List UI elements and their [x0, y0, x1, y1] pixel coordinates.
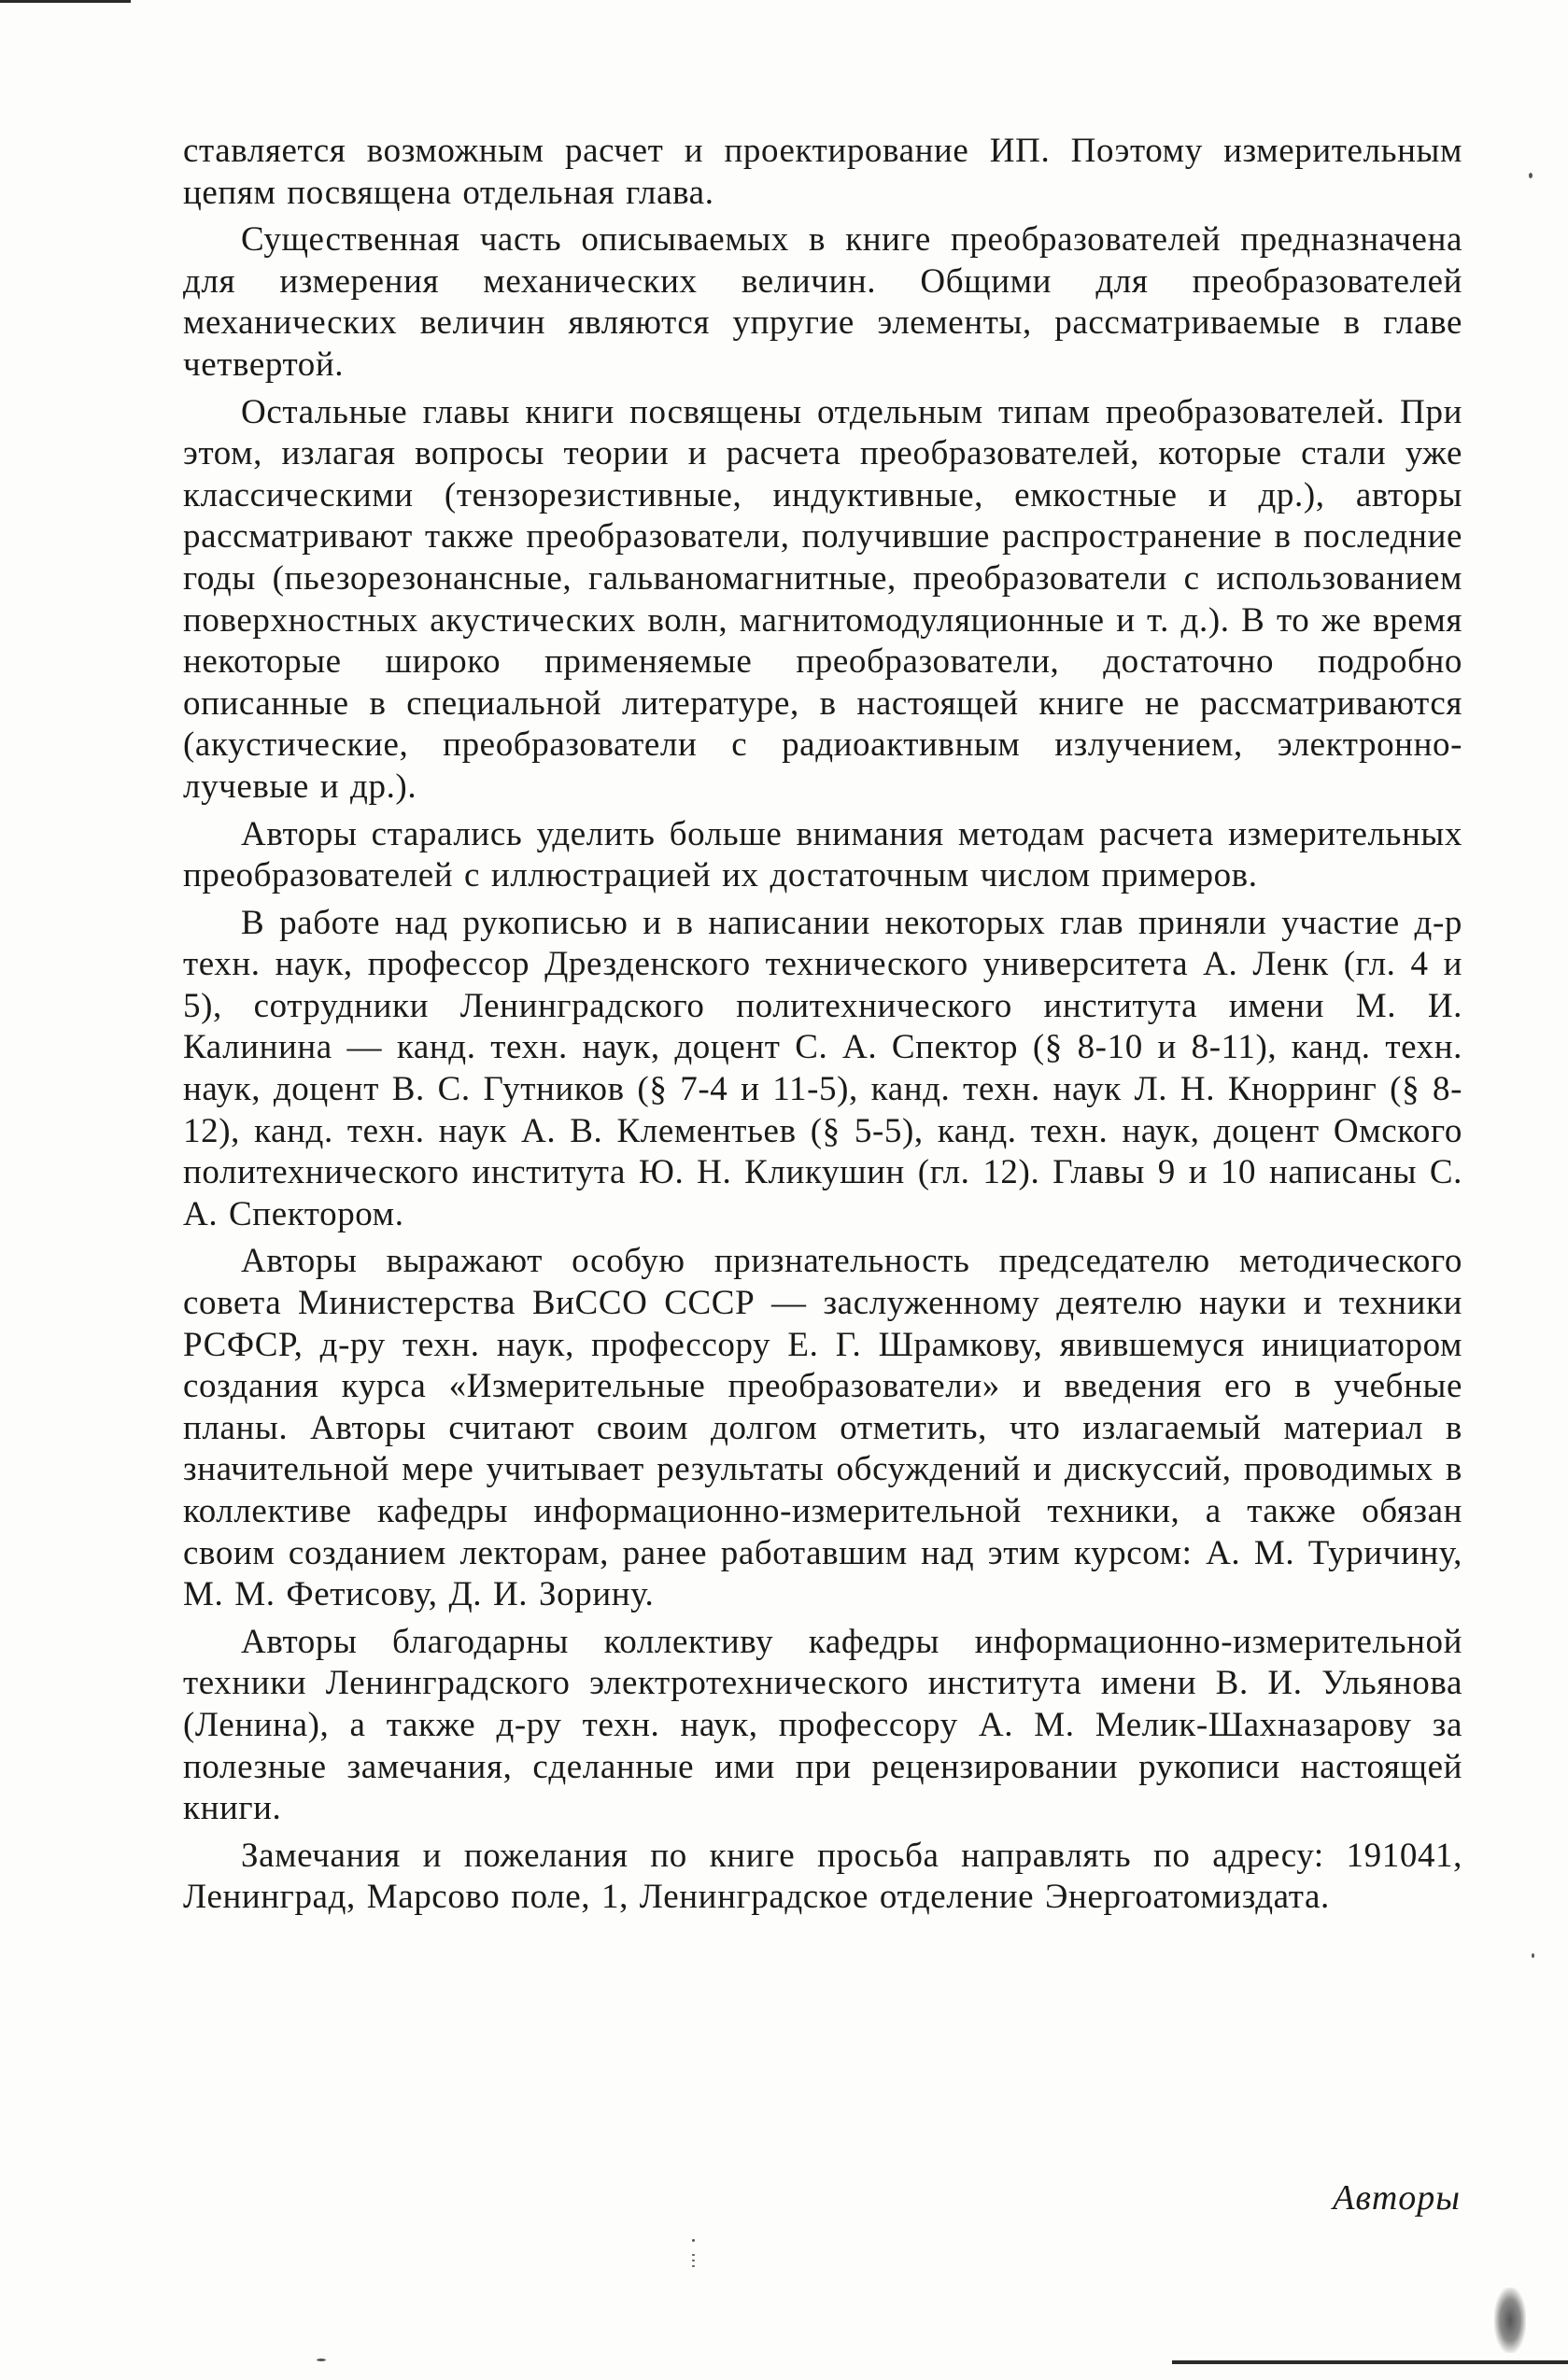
scan-speck: [692, 2254, 695, 2256]
scan-speck: [1529, 173, 1533, 178]
paragraph-calculation-methods: Авторы старались уделить больше внимания методам расчета измерительных преобразователей с иллюстрацией их достаточным числом примеров.: [183, 814, 1462, 895]
scan-speck: [692, 2265, 695, 2267]
paragraph-mechanical-quantities: Существенная часть описываемых в книге преобразователей предназначена для измерения механических величин. Общими для преобразователей механических величин являются упругие элементы, рассматриваемые в главе четвертой.: [183, 220, 1462, 384]
scan-speck: [692, 2260, 695, 2261]
paragraph-thanks: Авторы благодарны коллективу кафедры информационно-измерительной техники Ленинградского электротехнического института имени В. И. Ульянова (Ленина), а также д-ру техн. наук, профессору А. М. Мелик-Шахназарову за полезные замечания, сделанные ими при рецензировании рукописи настоящей книги.: [183, 1622, 1462, 1828]
scan-edge-smudge: [1494, 2288, 1526, 2353]
top-rule-divider: [0, 0, 131, 3]
authors-signature: Авторы: [1333, 2178, 1461, 2218]
paragraph-acknowledgement: Авторы выражают особую признательность председателю методического совета Министерства ВиССО СССР — заслуженному деятелю науки и техники РСФСР, д-ру техн. наук, профессору Е. Г. Шрамкову, явившемуся инициатором создания курса «Измерительные преобразователи» и введения его в учебные планы. Авторы считают своим долгом отметить, что излагаемый материал в значительной мере учитывает результаты обсуждений и дискуссий, проводимых в коллективе кафедры информационно-измерительной техники, а также обязан своим созданием лекторам, ранее работавшим над этим курсом: А. М. Туричину, М. М. Фетисову, Д. И. Зорину.: [183, 1242, 1462, 1614]
body-text: [183, 131, 1462, 1924]
paragraph-address: Замечания и пожелания по книге просьба направлять по адресу: 191041, Ленинград, Марсово поле, 1, Ленинградское отделение Энергоатомиздата.: [183, 1836, 1462, 1917]
scan-speck: [317, 2359, 326, 2361]
scan-speck: [1532, 1953, 1534, 1958]
paragraph-continuation: ставляется возможным расчет и проектирование ИП. Поэтому измерительным цепям посвящена отдельная глава.: [183, 132, 1462, 212]
bottom-rule-divider: [1172, 2360, 1568, 2364]
paragraph-chapter-overview: Остальные главы книги посвящены отдельным типам преобразователей. При этом, излагая вопросы теории и расчета преобразователей, которые стали уже классическими (тензорезистивные, индуктивные, емкостные и др.), авторы рассматривают также преобразователи, получившие распространение в последние годы (пьезорезонансные, гальваномагнитные, преобразователи с использованием поверхностных акустических волн, магнитомодуляционные и т. д.). В то же время некоторые широко применяемые преобразователи, достаточно подробно описанные в специальной литературе, в настоящей книге не рассматриваются (акустические, преобразователи с радиоактивным излучением, электронно-лучевые и др.).: [183, 392, 1462, 806]
paragraph-contributors: В работе над рукописью и в написании некоторых глав приняли участие д-р техн. наук, профессор Дрезденского технического университета А. Ленк (гл. 4 и 5), сотрудники Ленинградского политехнического института имени М. И. Калинина — канд. техн. наук, доцент С. А. Спектор (§ 8-10 и 8-11), канд. техн. наук, доцент В. С. Гутников (§ 7-4 и 11-5), канд. техн. наук Л. Н. Кнорринг (§ 8-12), канд. техн. наук А. В. Клементьев (§ 5-5), канд. техн. наук, доцент Омского политехнического института Ю. Н. Кликушин (гл. 12). Главы 9 и 10 написаны С. А. Спектором.: [183, 903, 1462, 1233]
scan-speck: [692, 2239, 695, 2242]
